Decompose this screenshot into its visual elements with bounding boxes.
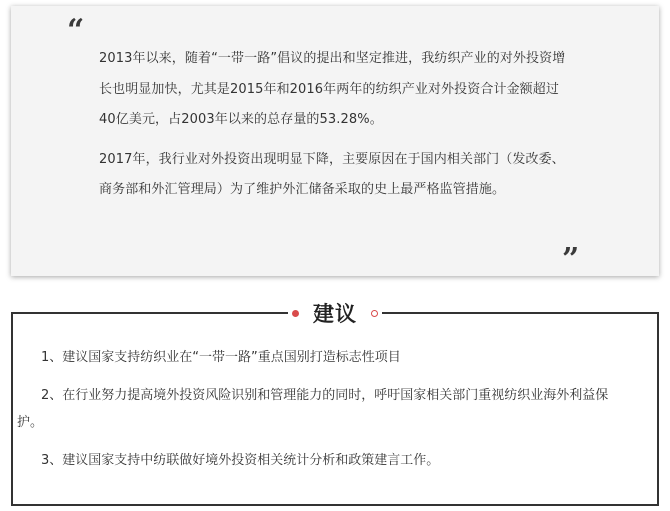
advice-heading-inner: [288, 298, 382, 328]
close-quote-icon: ”: [562, 242, 580, 277]
filled-dot-icon: [292, 310, 299, 317]
quote-text: [99, 44, 569, 215]
advice-item-3: 3、建议国家支持中纺联做好境外投资相关统计分析和政策建言工作。: [41, 453, 440, 468]
quote-paragraph-2: 2017年，我行业对外投资出现明显下降，主要原因在于国内相关部门（发改委、商务部和外汇管理局）为了维护外汇储备采取的史上最严格监管措施。: [99, 151, 565, 197]
open-quote-icon: “: [67, 13, 85, 48]
advice-item-1: 1、建议国家支持纺织业在“一带一路”重点国别打造标志性项目: [41, 350, 401, 365]
advice-title: 建议: [313, 302, 357, 326]
advice-item-2: 2、在行业努力提高境外投资风险识别和管理能力的同时，呼吁国家相关部门重视纺织业海外利益保护。: [17, 388, 609, 430]
quote-paragraph-1: 2013年以来，随着“一带一路”倡议的提出和坚定推进，我纺织产业的对外投资增长也明显加快，尤其是2015年和2016年两年的纺织产业对外投资合计金额超过40亿美元，占2003年以来的总存量的53.28%。: [99, 51, 566, 127]
advice-heading: [0, 298, 670, 328]
hollow-dot-icon: [371, 310, 378, 317]
